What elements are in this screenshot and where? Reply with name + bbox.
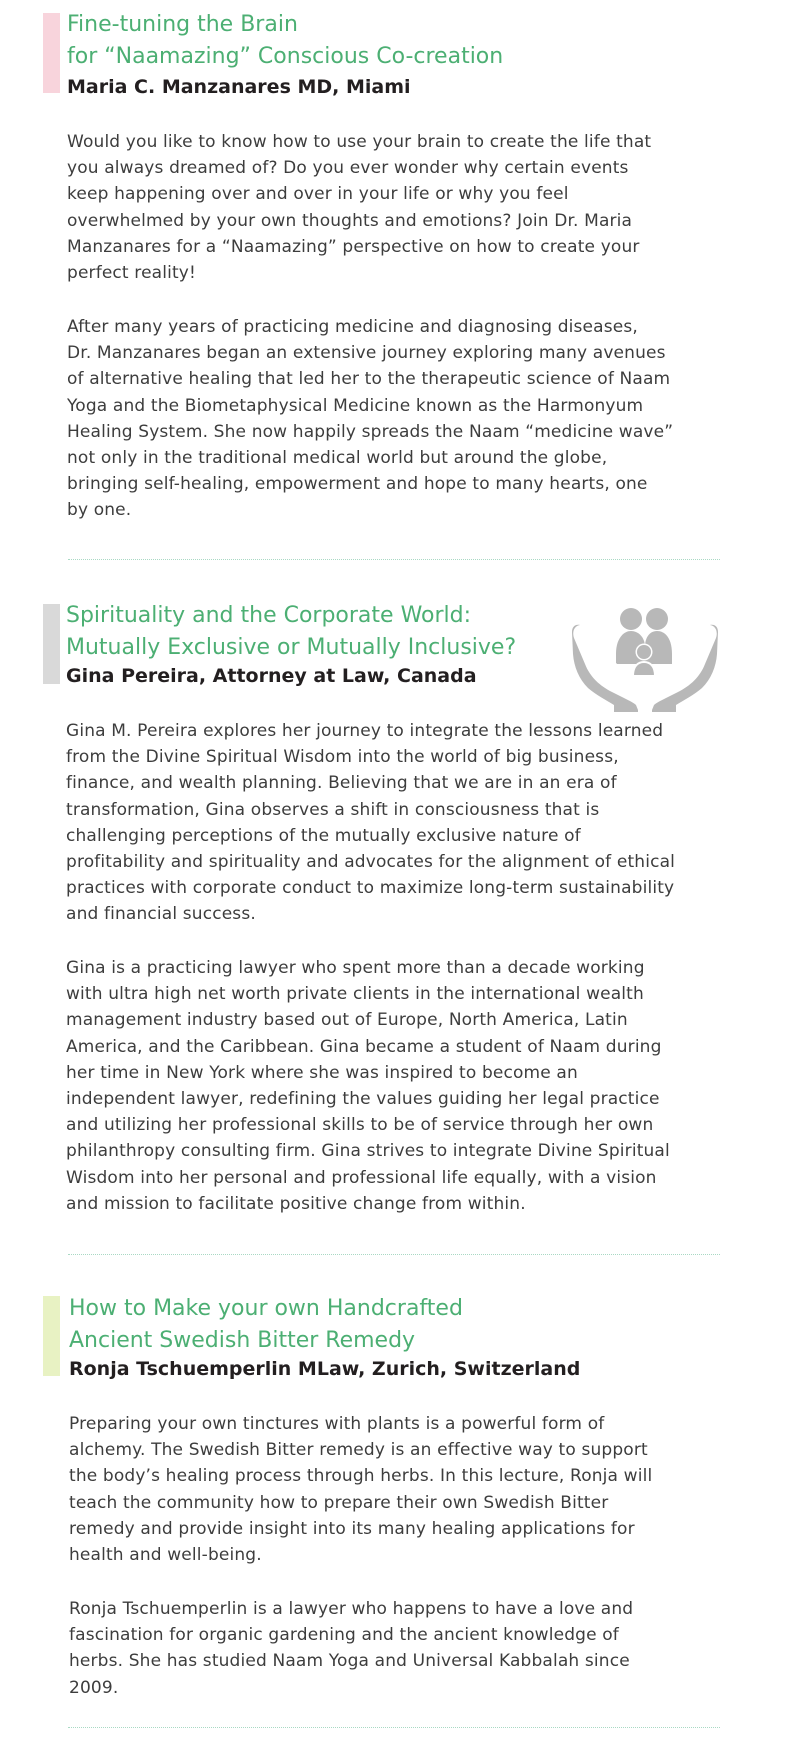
family-in-hands-icon [570, 602, 720, 712]
speaker-bio [67, 314, 673, 524]
text-line: profitability and spirituality and advocates for the alignment of ethical [66, 852, 676, 873]
text-line: remedy and provide insight into its many healing applications for [69, 1518, 635, 1539]
text-line: Preparing your own tinctures with plants is a powerful form of [69, 1414, 605, 1434]
text-line: teach the community how to prepare their own Swedish Bitter [69, 1492, 609, 1513]
text-line: Yoga and the Biometaphysical Medicine known as the Harmonyum [67, 395, 644, 416]
lecture-title [69, 1293, 463, 1357]
lecture-description [69, 1411, 652, 1568]
title-line: Fine-tuning the Brain [67, 12, 298, 37]
section-divider [68, 1254, 720, 1255]
text-line: Dr. Manzanares began an extensive journey exploring many avenues [67, 343, 666, 364]
text-line: Gina is a practicing lawyer who spent more than a decade working [66, 958, 645, 978]
text-line: challenging perceptions of the mutually exclusive nature of [66, 825, 581, 846]
title-line: Ancient Swedish Bitter Remedy [69, 1328, 416, 1353]
section-divider [68, 559, 720, 560]
text-line: philanthropy consulting firm. Gina strives to integrate Divine Spiritual [66, 1141, 670, 1162]
text-line: finance, and wealth planning. Believing that we are in an era of [66, 773, 617, 794]
title-line: How to Make your own Handcrafted [69, 1296, 463, 1321]
text-line: transformation, Gina observes a shift in consciousness that is [66, 799, 600, 820]
lecture-description [66, 718, 675, 928]
text-line: the body’s healing process through herbs. In this lecture, Ronja will [69, 1466, 653, 1487]
text-line: bringing self-healing, empowerment and hope to many hearts, one [67, 474, 648, 495]
text-line: perfect reality! [67, 263, 196, 284]
text-line: and mission to facilitate positive change from within. [66, 1193, 526, 1214]
text-line: her time in New York where she was inspired to become an [66, 1062, 578, 1083]
text-line: Ronja Tschuemperlin is a lawyer who happens to have a love and [69, 1599, 634, 1619]
text-line: Gina M. Pereira explores her journey to integrate the lessons learned [66, 721, 664, 741]
lecture-title [66, 600, 516, 664]
text-line: After many years of practicing medicine and diagnosing diseases, [67, 317, 638, 337]
text-line: Healing System. She now happily spreads the Naam “medicine wave” [67, 421, 674, 442]
text-line: and utilizing her professional skills to be of service through her own [66, 1115, 654, 1136]
text-line: and financial success. [66, 904, 256, 925]
text-line: by one. [67, 500, 132, 521]
text-line: independent lawyer, redefining the values guiding her legal practice [66, 1089, 660, 1110]
text-line: practices with corporate conduct to maximize long-term sustainability [66, 878, 675, 899]
gray-accent-bar [43, 604, 60, 684]
lime-accent-bar [43, 1296, 60, 1376]
text-line: you always dreamed of? Do you ever wonder why certain events [67, 158, 629, 179]
speaker-name: Ronja Tschuemperlin MLaw, Zurich, Switzerland [69, 1358, 581, 1380]
text-line: Would you like to know how to use your brain to create the life that [67, 132, 652, 152]
text-line: not only in the traditional medical world but around the globe, [67, 448, 608, 469]
title-line: Mutually Exclusive or Mutually Inclusive? [66, 635, 517, 660]
text-line: Manzanares for a “Naamazing” perspective on how to create your [67, 236, 640, 257]
text-line: with ultra high net worth private clients in the international wealth [66, 984, 644, 1005]
text-line: fascination for organic gardening and the ancient knowledge of [69, 1625, 619, 1646]
section-divider [68, 1727, 720, 1728]
text-line: Wisdom into her personal and professional life equally, with a vision [66, 1167, 657, 1188]
title-line: for “Naamazing” Conscious Co-creation [67, 44, 504, 69]
text-line: of alternative healing that led her to the therapeutic science of Naam [67, 369, 671, 390]
title-line: Spirituality and the Corporate World: [66, 603, 472, 628]
text-line: 2009. [69, 1677, 119, 1698]
text-line: herbs. She has studied Naam Yoga and Universal Kabbalah since [69, 1651, 630, 1672]
text-line: America, and the Caribbean. Gina became a student of Naam during [66, 1036, 662, 1057]
speaker-name: Maria C. Manzanares MD, Miami [67, 76, 411, 98]
lecture-title [67, 9, 503, 73]
text-line: overwhelmed by your own thoughts and emotions? Join Dr. Maria [67, 210, 633, 231]
lecture-description [67, 129, 651, 286]
text-line: management industry based out of Europe, North America, Latin [66, 1010, 628, 1031]
text-line: from the Divine Spiritual Wisdom into the world of big business, [66, 747, 619, 768]
pink-accent-bar [43, 13, 60, 93]
speaker-bio [69, 1596, 633, 1701]
text-line: keep happening over and over in your life or why you feel [67, 184, 569, 205]
text-line: alchemy. The Swedish Bitter remedy is an effective way to support [69, 1440, 648, 1461]
text-line: health and well-being. [69, 1545, 262, 1566]
speaker-bio [66, 955, 670, 1217]
speaker-name: Gina Pereira, Attorney at Law, Canada [66, 665, 477, 687]
